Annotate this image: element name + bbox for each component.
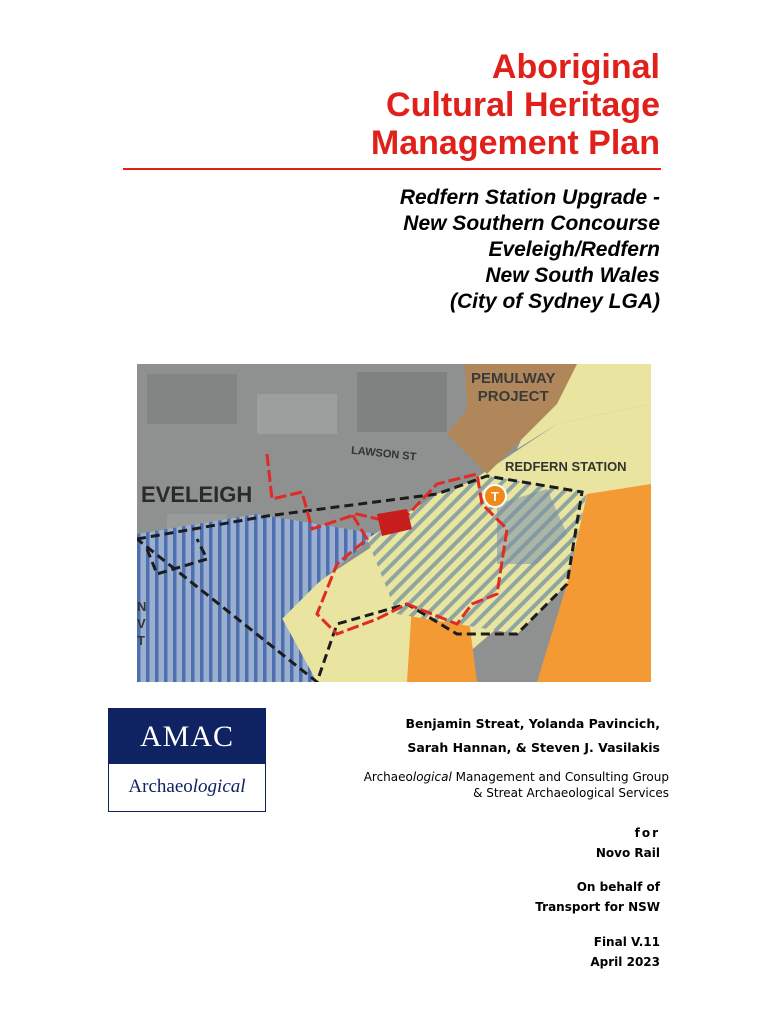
document-title: [371, 48, 660, 162]
subtitle-line-4: New South Wales: [485, 264, 660, 287]
map-label-eveleigh: EVELEIGH: [141, 482, 253, 507]
subtitle-line-3: Eveleigh/Redfern: [488, 238, 660, 261]
map-label-edge-1: N: [137, 599, 147, 614]
map-label-redfern-station: REDFERN STATION: [505, 459, 627, 474]
behalf-block: [535, 877, 660, 917]
org-prefix: Archaeo: [363, 770, 413, 784]
behalf-line-1: On behalf of: [576, 880, 660, 894]
version-block: [590, 932, 660, 972]
map-label-edge: [137, 598, 146, 649]
map-label-pemulway-line-2: PROJECT: [477, 388, 549, 405]
site-map-graphic: [137, 364, 651, 682]
logo-bottom-plain: Archaeo: [128, 776, 193, 797]
organization-line-2: & Streat Archaeological Services: [473, 786, 669, 800]
subtitle-line-5: (City of Sydney LGA): [449, 290, 660, 313]
org-italic: logical: [412, 770, 452, 784]
map-label-pemulway: [471, 370, 555, 406]
client-block: [596, 823, 660, 863]
site-map: [137, 364, 651, 682]
version-date: April 2023: [590, 955, 660, 969]
map-label-lawson-st: LAWSON ST: [350, 444, 417, 464]
client-for-label: for: [634, 826, 660, 840]
authors-line-1: Benjamin Streat, Yolanda Pavincich,: [405, 716, 660, 731]
authors: [405, 712, 660, 760]
map-label-edge-3: T: [137, 633, 145, 648]
amac-logo: [108, 708, 266, 812]
document-subtitle: [400, 185, 660, 315]
title-divider: [123, 168, 661, 170]
logo-bottom-italic: logical: [192, 776, 246, 797]
logo-top-text: AMAC: [109, 709, 265, 764]
org-suffix: Management and Consulting Group: [451, 770, 669, 784]
map-label-pemulway-line-1: PEMULWAY: [471, 370, 556, 387]
map-label-edge-2: V: [137, 616, 146, 631]
subtitle-line-2: New Southern Concourse: [403, 212, 660, 235]
title-line-3: Management Plan: [370, 124, 660, 162]
version-status: Final V.11: [593, 935, 660, 949]
title-line-2: Cultural Heritage: [386, 86, 660, 124]
subtitle-line-1: Redfern Station Upgrade -: [399, 186, 660, 209]
title-line-1: Aboriginal: [491, 48, 660, 86]
behalf-line-2: Transport for NSW: [535, 900, 660, 914]
organization-line-1: [364, 769, 669, 785]
station-marker-letter: T: [491, 489, 499, 504]
organization: [364, 769, 669, 801]
logo-bottom-text: [109, 764, 265, 810]
client-name: Novo Rail: [595, 846, 660, 860]
authors-line-2: Sarah Hannan, & Steven J. Vasilakis: [407, 740, 660, 755]
